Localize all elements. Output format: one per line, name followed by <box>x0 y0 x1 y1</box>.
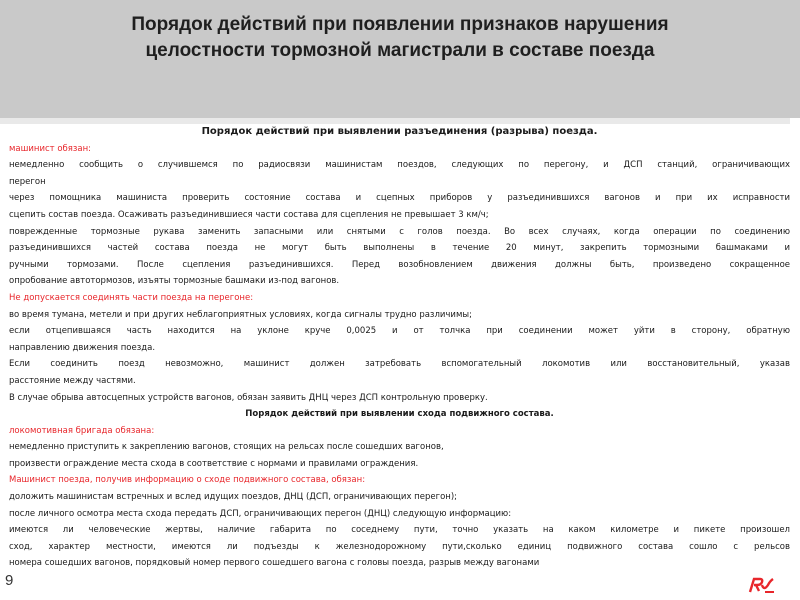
section-heading: Порядок действий при выявлении разъединения (разрыва) поезда. <box>201 126 598 137</box>
text-line: опробование автотормозов, изъяты тормозные башмаки из-под вагонов. <box>9 276 340 287</box>
instructions-text <box>9 124 790 572</box>
slide-body <box>0 118 800 600</box>
text-line: доложить машинистам встречных и вслед идущих поездов, ДНЦ (ДСП, ограничивающих перегон); <box>9 492 458 503</box>
text-line: произвести ограждение места схода в соответствие с нормами и правилами ограждения. <box>9 458 419 469</box>
text-line: после личного осмотра места схода передать ДСП, ограничивающих перегон (ДНЦ) следующую информацию: <box>9 508 512 519</box>
text-line: номера сошедших вагонов, порядковый номер первого сошедшего вагона с головы поезда, разрыв между вагонами <box>9 558 540 569</box>
text-line: Если соединить поезд невозможно, машинист должен затребовать вспомогательный локомотив или восстановительный, указав <box>9 359 790 370</box>
text-line: немедленно приступить к закреплению вагонов, стоящих на рельсах после сошедших вагонов, <box>9 442 444 453</box>
text-line: разъединившихся частей состава поезда не могут быть выполнены в течение 20 минут, закрепить тормозными башмаками и <box>9 243 790 254</box>
text-line: через помощника машиниста проверить состояние состава и сцепных приборов у разъединившихся вагонов и при их исправности <box>9 193 790 204</box>
text-line: во время тумана, метели и при других неблагоприятных условиях, когда сигналы трудно различимы; <box>9 309 472 320</box>
section-heading: Порядок действий при выявлении схода подвижного состава. <box>245 409 554 420</box>
slide-header <box>0 0 800 118</box>
slide-title <box>0 0 800 64</box>
highlighted-line: машинист обязан: <box>9 143 92 154</box>
text-line: имеются ли человеческие жертвы, наличие габарита по соседнему пути, точно указать на каком километре и пикете произошел <box>9 525 790 536</box>
text-line: поврежденные тормозные рукава заменить запасными или снятыми с голов поезда. Во всех случаях, когда операции по соединению <box>9 226 790 237</box>
slide-title-line1: Порядок действий при появлении признаков нарушения <box>131 14 669 35</box>
text-line: направлению движения поезда. <box>9 342 156 353</box>
slide-title-line2: целостности тормозной магистрали в составе поезда <box>145 40 655 61</box>
highlighted-line: локомотивная бригада обязана: <box>9 425 155 436</box>
text-line: В случае обрыва автосцепных устройств вагонов, обязан заявить ДНЦ через ДСП контрольную проверку. <box>9 392 488 403</box>
highlighted-line: Не допускается соединять части поезда на перегоне: <box>9 292 254 303</box>
text-line: сцепить состав поезда. Осаживать разъединившиеся части состава для сцепления не превышает 3 км/ч; <box>9 209 489 220</box>
text-line: ручными тормозами. После сцепления разъединившихся. Перед возобновлением движения должны быть, произведено сокращенное <box>9 259 790 270</box>
highlighted-line: Машинист поезда, получив информацию о сходе подвижного состава, обязан: <box>9 475 366 486</box>
text-line: немедленно сообщить о случившемся по радиосвязи машинистам поездов, следующих по перегону, и ДСП станций, ограничивающих <box>9 160 790 171</box>
text-line: если отцепившаяся часть находится на уклоне круче 0,0025 и от толчка при соединении может уйти в сторону, обратную <box>9 326 790 337</box>
page-number: 9 <box>5 572 14 589</box>
text-line: перегон <box>9 176 46 187</box>
rzd-logo-icon <box>748 576 776 594</box>
text-line: расстояние между частями. <box>9 375 136 386</box>
text-line: сход, характер местности, имеются ли подъезды к железнодорожному пути,сколько единиц подвижного состава сошло с рельсов <box>9 541 790 552</box>
